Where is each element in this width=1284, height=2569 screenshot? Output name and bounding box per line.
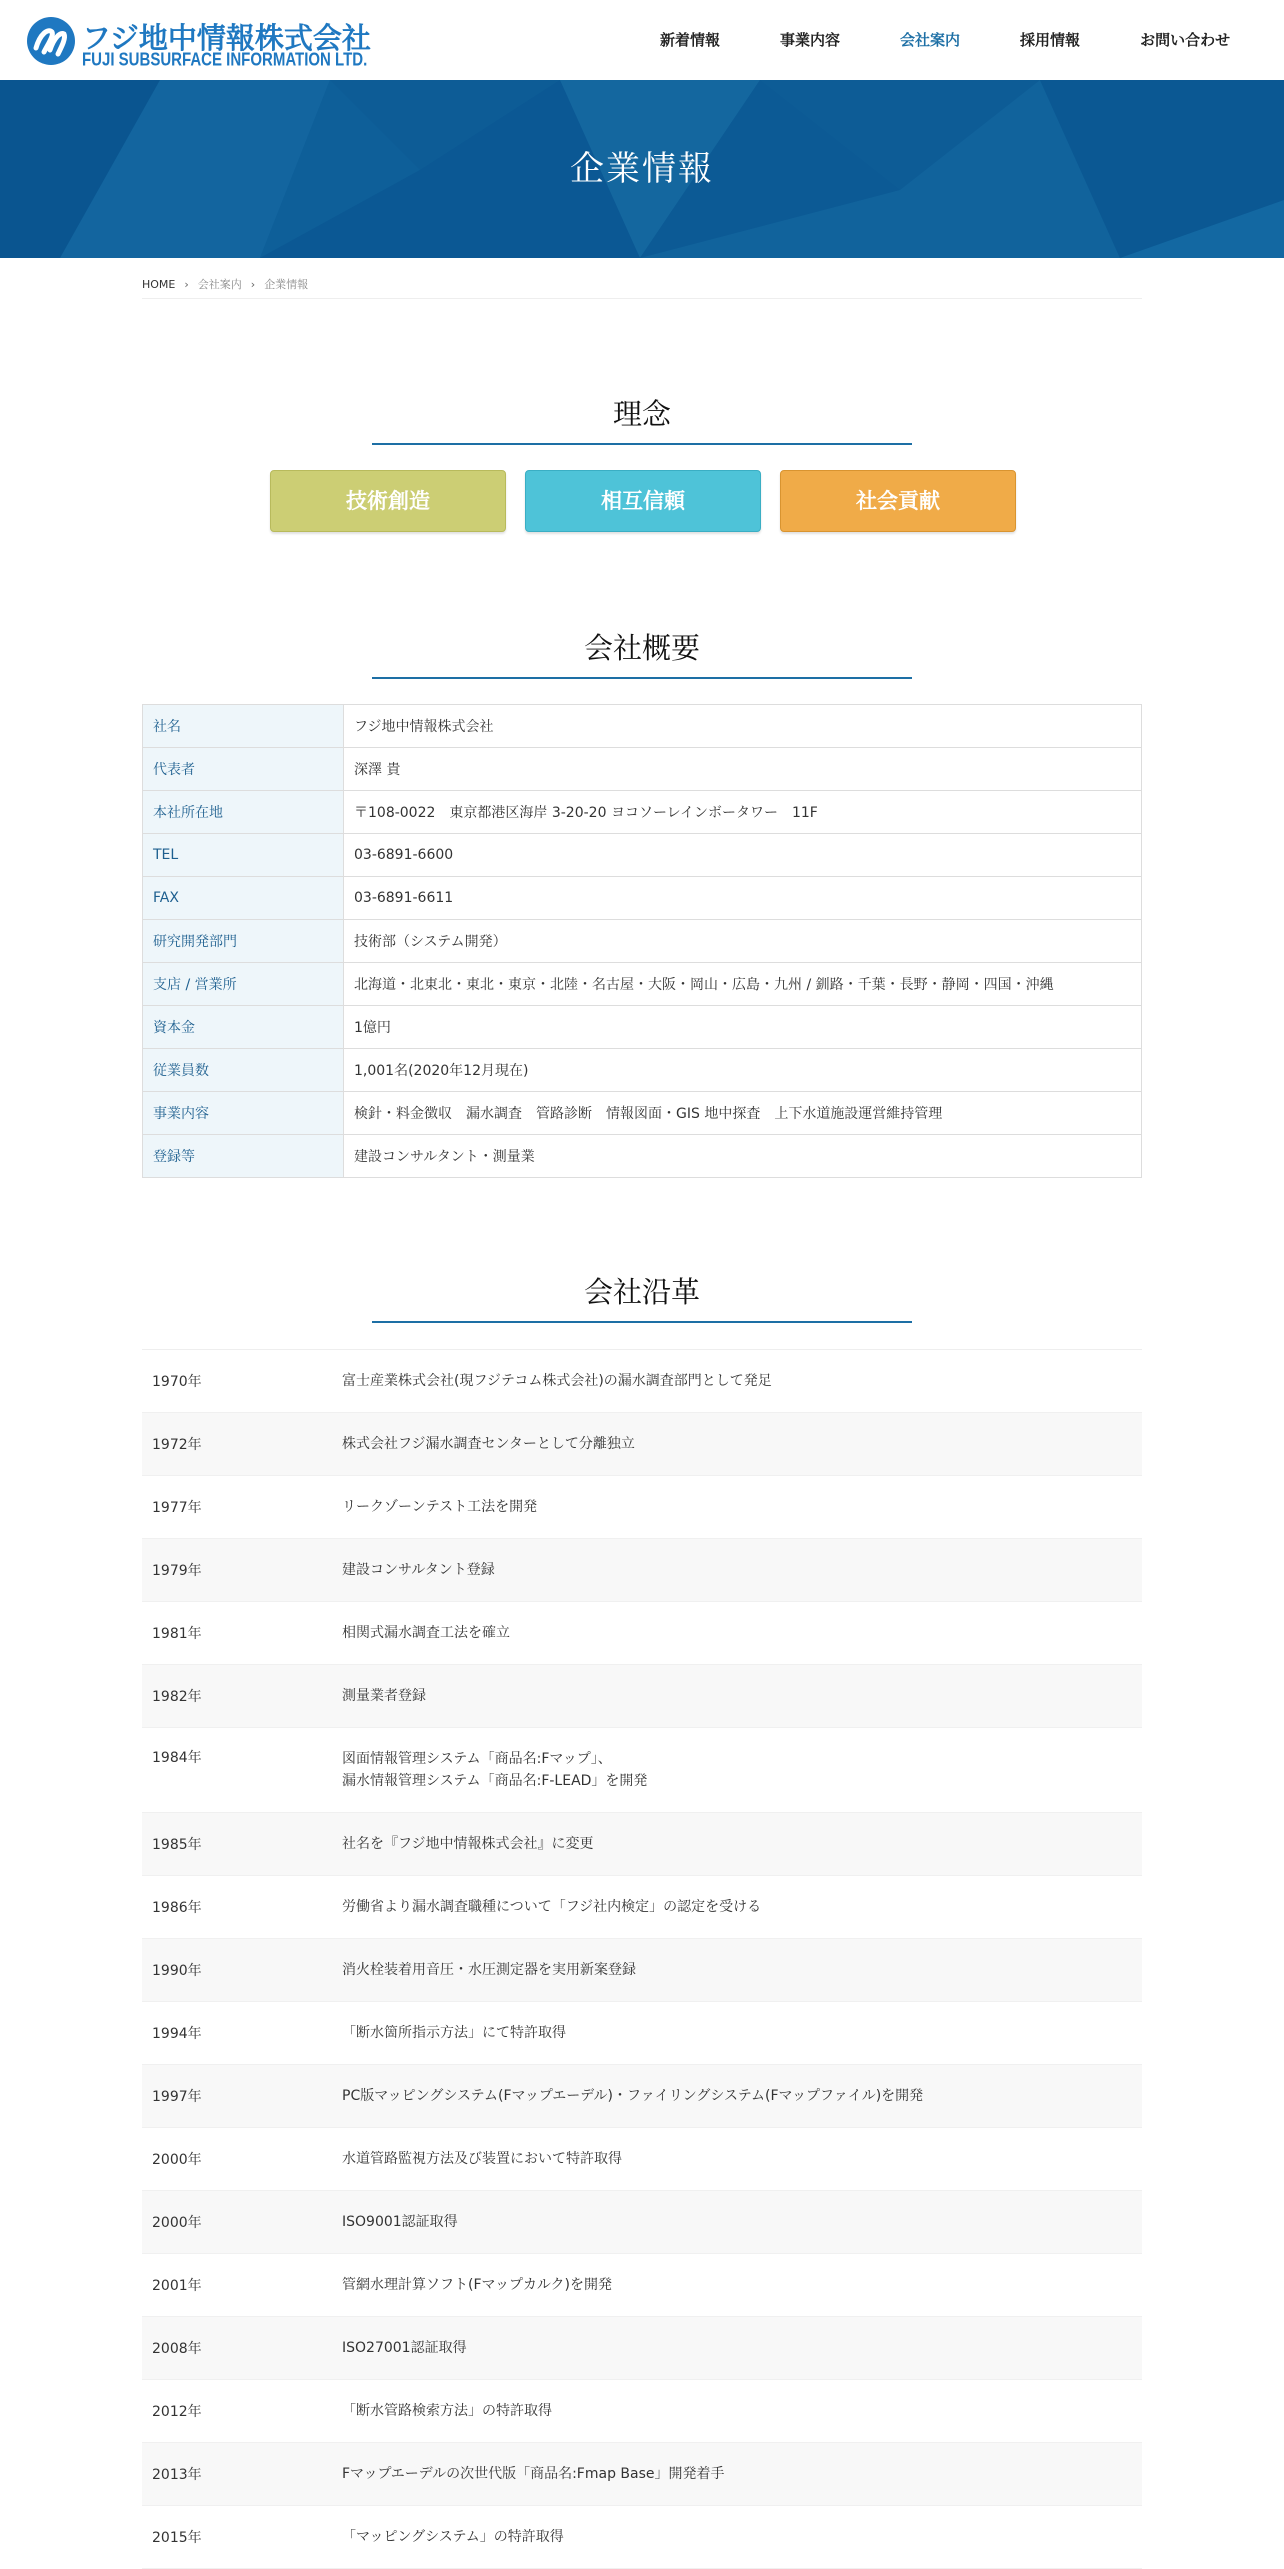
table-row [143,1049,1142,1092]
table-row [143,963,1142,1006]
list-item [142,2443,1142,2506]
history-text: リークゾーンテスト工法を開発 [342,1499,538,1515]
history-year: 1994年 [152,2026,202,2042]
overview-table [142,704,1142,1178]
history-text: 管網水理計算ソフト(Fマップカルク)を開発 [342,2277,612,2293]
overview-value: 03-6891-6611 [344,877,1142,920]
overview-heading: 会社概要 [372,626,912,679]
list-item [142,2065,1142,2128]
nav-company[interactable]: 会社案内 [900,31,961,49]
overview-key: 登録等 [143,1135,344,1178]
history-year: 2012年 [152,2404,202,2420]
logo-text-english: FUJI SUBSURFACE INFORMATION LTD. [82,50,368,71]
list-item [142,1350,1142,1413]
history-text: 「断水箇所指示方法」にて特許取得 [342,2025,566,2041]
page-title: 企業情報 [570,149,714,189]
history-list [142,1349,1142,2569]
overview-key: 本社所在地 [143,791,344,834]
history-year: 1997年 [152,2089,202,2105]
history-year: 1972年 [152,1437,202,1453]
overview-value: 技術部（システム開発） [344,920,1142,963]
list-item [142,2002,1142,2065]
history-year: 1990年 [152,1963,202,1979]
history-text: ISO27001認証取得 [342,2340,467,2356]
overview-key: 従業員数 [143,1049,344,1092]
list-item [142,1602,1142,1665]
history-text [342,1748,1142,1792]
history-year: 2013年 [152,2467,202,2483]
logo-text-japanese: フジ地中情報株式会社 [82,21,371,55]
history-text-line: 図面情報管理システム「商品名:Fマップ」、 [342,1751,612,1767]
overview-value: 検針・料金徴収 漏水調査 管路診断 情報図面・GIS 地中探査 上下水道施設運営維持管理 [344,1092,1142,1135]
history-text: 富士産業株式会社(現フジテコム株式会社)の漏水調査部門として発足 [342,1373,772,1389]
history-text: 測量業者登録 [342,1688,426,1704]
overview-value: 北海道・北東北・東北・東京・北陸・名古屋・大阪・岡山・広島・九州 / 釧路・千葉・長野・静岡・四国・沖縄 [344,963,1142,1006]
history-text: 「断水管路検索方法」の特許取得 [342,2403,552,2419]
history-heading: 会社沿革 [372,1270,912,1323]
philosophy-item-technology: 技術創造 [270,470,506,532]
overview-value: フジ地中情報株式会社 [344,705,1142,748]
history-text: ISO9001認証取得 [342,2214,458,2230]
table-row [143,748,1142,791]
history-year: 2001年 [152,2278,202,2294]
list-item [142,1476,1142,1539]
site-header [0,0,1284,80]
page-banner [0,80,1284,258]
history-text: 水道管路監視方法及び装置において特許取得 [342,2151,622,2167]
nav-recruit[interactable]: 採用情報 [1020,31,1081,49]
chevron-right-icon: › [184,277,189,291]
table-row [143,791,1142,834]
philosophy-item-contribution: 社会貢献 [780,470,1016,532]
history-text-line: 漏水情報管理システム「商品名:F-LEAD」を開発 [342,1773,648,1789]
history-year: 2000年 [152,2152,202,2168]
philosophy-heading: 理念 [372,392,912,445]
history-year: 2008年 [152,2341,202,2357]
main-nav [630,0,1260,80]
overview-key: 代表者 [143,748,344,791]
overview-key: TEL [143,834,344,877]
overview-value: 深澤 貴 [344,748,1142,791]
overview-value: 1,001名(2020年12月現在) [344,1049,1142,1092]
breadcrumb-current: 企業情報 [264,278,309,291]
nav-contact[interactable]: お問い合わせ [1140,31,1231,49]
history-text: 労働省より漏水調査職種について「フジ社内検定」の認定を受ける [342,1899,762,1915]
history-year: 1984年 [152,1750,202,1766]
breadcrumb-home[interactable]: HOME [142,277,176,291]
history-year: 2015年 [152,2530,202,2546]
history-text: 建設コンサルタント登録 [342,1562,495,1578]
nav-news[interactable]: 新着情報 [660,31,721,49]
history-text: Fマップエーデルの次世代版「商品名:Fmap Base」開発着手 [342,2466,725,2482]
list-item [142,1813,1142,1876]
overview-key: 社名 [143,705,344,748]
history-text: 「マッピングシステム」の特許取得 [342,2529,564,2545]
history-year: 1986年 [152,1900,202,1916]
history-year: 1979年 [152,1563,202,1579]
list-item [142,1728,1142,1813]
list-item [142,1876,1142,1939]
table-row [143,920,1142,963]
overview-value: 03-6891-6600 [344,834,1142,877]
list-item [142,2380,1142,2443]
philosophy-item-trust: 相互信頼 [525,470,761,532]
history-text: 消火栓装着用音圧・水圧測定器を実用新案登録 [342,1962,636,1978]
list-item [142,2128,1142,2191]
overview-value: 建設コンサルタント・測量業 [344,1135,1142,1178]
table-row [143,877,1142,920]
table-row [143,834,1142,877]
list-item [142,2506,1142,2569]
chevron-right-icon: › [250,277,256,291]
list-item [142,2191,1142,2254]
overview-key: 資本金 [143,1006,344,1049]
list-item [142,1665,1142,1728]
history-text: 社名を『フジ地中情報株式会社』に変更 [342,1836,594,1852]
overview-key: FAX [143,877,344,920]
history-year: 1970年 [152,1374,202,1390]
table-row [143,1092,1142,1135]
overview-key: 研究開発部門 [143,920,344,963]
breadcrumb-company[interactable]: 会社案内 [197,278,242,291]
history-text: 株式会社フジ漏水調査センターとして分離独立 [342,1436,635,1452]
overview-key: 事業内容 [143,1092,344,1135]
overview-key: 支店 / 営業所 [143,963,344,1006]
history-text: PC版マッピングシステム(Fマップエーデル)・ファイリングシステム(Fマップファイル)を開発 [342,2088,924,2104]
list-item [142,1413,1142,1476]
overview-value: 1億円 [344,1006,1142,1049]
table-row [143,705,1142,748]
history-year: 1977年 [152,1500,202,1516]
overview-value: 〒108-0022 東京都港区海岸 3-20-20 ヨコソーレインボータワー 11F [344,791,1142,834]
nav-business[interactable]: 事業内容 [780,31,841,49]
list-item [142,2254,1142,2317]
history-year: 1985年 [152,1837,202,1853]
company-logo-mark-icon [26,16,76,66]
list-item [142,1939,1142,2002]
history-text: 相関式漏水調査工法を確立 [342,1625,510,1641]
list-item [142,2317,1142,2380]
company-logo[interactable] [26,16,371,71]
table-row [143,1135,1142,1178]
history-year: 2000年 [152,2215,202,2231]
history-year: 1981年 [152,1626,202,1642]
breadcrumb [142,270,1142,299]
table-row [143,1006,1142,1049]
history-year: 1982年 [152,1689,202,1705]
list-item [142,1539,1142,1602]
